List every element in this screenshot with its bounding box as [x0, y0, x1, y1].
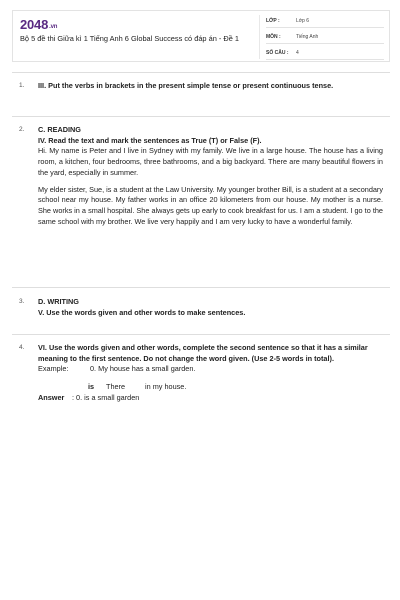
logo-text: 2048	[20, 17, 49, 32]
question-instruction: VI. Use the words given and other words, complete the second sentence so that it has a similar meaning to the first sentence. Do not change the word given. (Use 2-5 words in total).	[38, 343, 368, 363]
meta-subject-label: MÔN :	[266, 34, 281, 40]
example-given-word: is	[88, 382, 95, 392]
example-sentence: 0. My house has a small garden.	[90, 364, 196, 374]
site-logo[interactable]	[20, 17, 57, 32]
meta-class-label: LỚP :	[266, 18, 280, 24]
reading-paragraph: Hi. My name is Peter and I live in Sydney with my family. We live in a large house. The house has a living room, a kitchen, four bedrooms, three bathrooms, and a big backyard. There are many beautiful flowers in the yard, especially in summer.	[38, 146, 383, 177]
meta-count-value: 4	[296, 50, 299, 56]
answer-label: Answer	[38, 393, 65, 403]
question-4	[19, 343, 383, 404]
document-header	[12, 10, 390, 62]
meta-subject-value: Tiếng Anh	[296, 34, 319, 40]
reading-paragraph: My elder sister, Sue, is a student at the Law University. My younger brother Bill, is a student at a secondary school near my house. My father works in an office 20 kilometers from our house. My mother is a nurse. She works in a small hospital. She always gets up early to cook breakfast for us. I am a student. I go to the same school with my brother. We live very happily and I am very lucky to have a wonderful family.	[38, 184, 384, 226]
example-label: Example:	[38, 364, 69, 374]
section-separator	[12, 72, 390, 73]
meta-count-row	[266, 47, 384, 60]
meta-subject-row	[266, 31, 384, 44]
example-start: There	[106, 382, 126, 392]
logo-suffix: .vn	[49, 24, 58, 30]
section-separator	[12, 287, 390, 288]
question-2	[19, 125, 383, 227]
meta-class-value: Lớp 6	[296, 18, 310, 24]
question-instruction: III. Put the verbs in brackets in the present simple tense or present continuous tense.	[38, 81, 334, 90]
question-instruction: V. Use the words given and other words to make sentences.	[38, 307, 246, 317]
document-title: Bộ 5 đề thi Giữa kì 1 Tiếng Anh 6 Global Success có đáp án - Đề 1	[20, 34, 239, 43]
example-end: in my house.	[145, 382, 187, 392]
question-instruction: IV. Read the text and mark the sentences as True (T) or False (F).	[38, 135, 262, 145]
question-number: 3.	[19, 298, 25, 305]
section-separator	[12, 334, 390, 335]
header-divider	[259, 15, 260, 59]
question-1	[19, 81, 383, 92]
example-rewrite-row	[38, 382, 383, 393]
question-number: 2.	[19, 126, 25, 133]
answer-row	[38, 393, 383, 404]
question-3	[19, 297, 383, 318]
example-row	[38, 364, 383, 375]
question-number: 1.	[19, 82, 25, 89]
section-heading: C. READING	[38, 125, 81, 134]
meta-class-row	[266, 15, 384, 28]
answer-text: : 0. is a small garden	[72, 393, 140, 403]
question-number: 4.	[19, 344, 25, 351]
meta-count-label: SỐ CÂU :	[266, 50, 289, 56]
section-separator	[12, 116, 390, 117]
section-heading: D. WRITING	[38, 297, 79, 306]
